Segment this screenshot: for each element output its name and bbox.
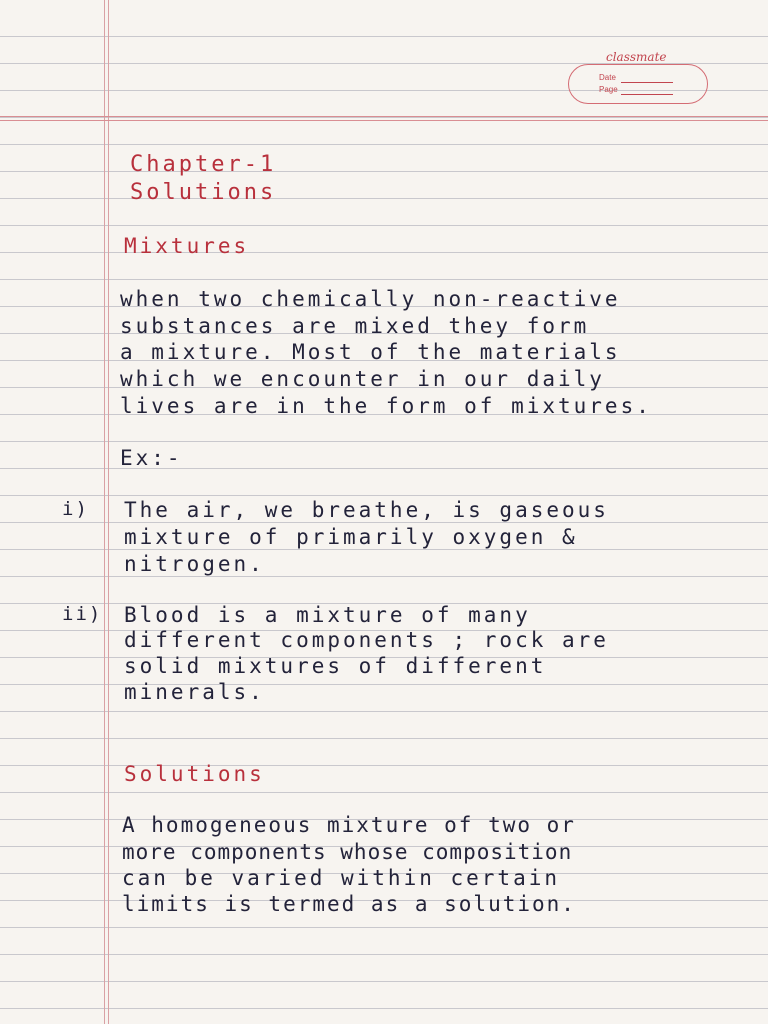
header-rule [0,116,768,117]
header-rule [0,120,768,121]
paragraph-line: a mixture. Most of the materials [120,340,621,364]
chapter-title: Solutions [130,180,277,205]
chapter-number: Chapter-1 [130,152,277,177]
margin-line [108,0,109,1024]
example-line: mixture of primarily oxygen & [124,525,578,549]
paragraph-line: when two chemically non-reactive [120,287,621,311]
page-rule [621,94,673,95]
examples-label: Ex:- [120,446,183,470]
definition-line: can be varied within certain [122,866,561,890]
mixtures-heading: Mixtures [124,234,250,258]
page-label: Page [599,85,618,94]
example-line: solid mixtures of different [124,654,547,678]
example-number: i) [62,498,89,520]
brand-logo: classmate [606,50,667,64]
date-rule [621,82,673,83]
margin-line [104,0,105,1024]
paragraph-line: substances are mixed they form [120,314,590,338]
solutions-heading: Solutions [124,762,265,786]
definition-line: A homogeneous mixture of two or [122,813,576,837]
example-line: different components ; rock are [124,628,609,652]
example-line: Blood is a mixture of many [124,603,531,627]
date-page-box [568,64,708,104]
paragraph-line: lives are in the form of mixtures. [120,394,652,418]
definition-line: limits is termed as a solution. [122,892,576,916]
paragraph-line: which we encounter in our daily [120,367,605,391]
date-label: Date [599,73,616,82]
example-line: minerals. [124,680,265,704]
example-line: The air, we breathe, is gaseous [124,498,609,522]
example-number: ii) [62,603,103,625]
example-line: nitrogen. [124,552,265,576]
definition-line: more components whose composition [122,840,573,864]
